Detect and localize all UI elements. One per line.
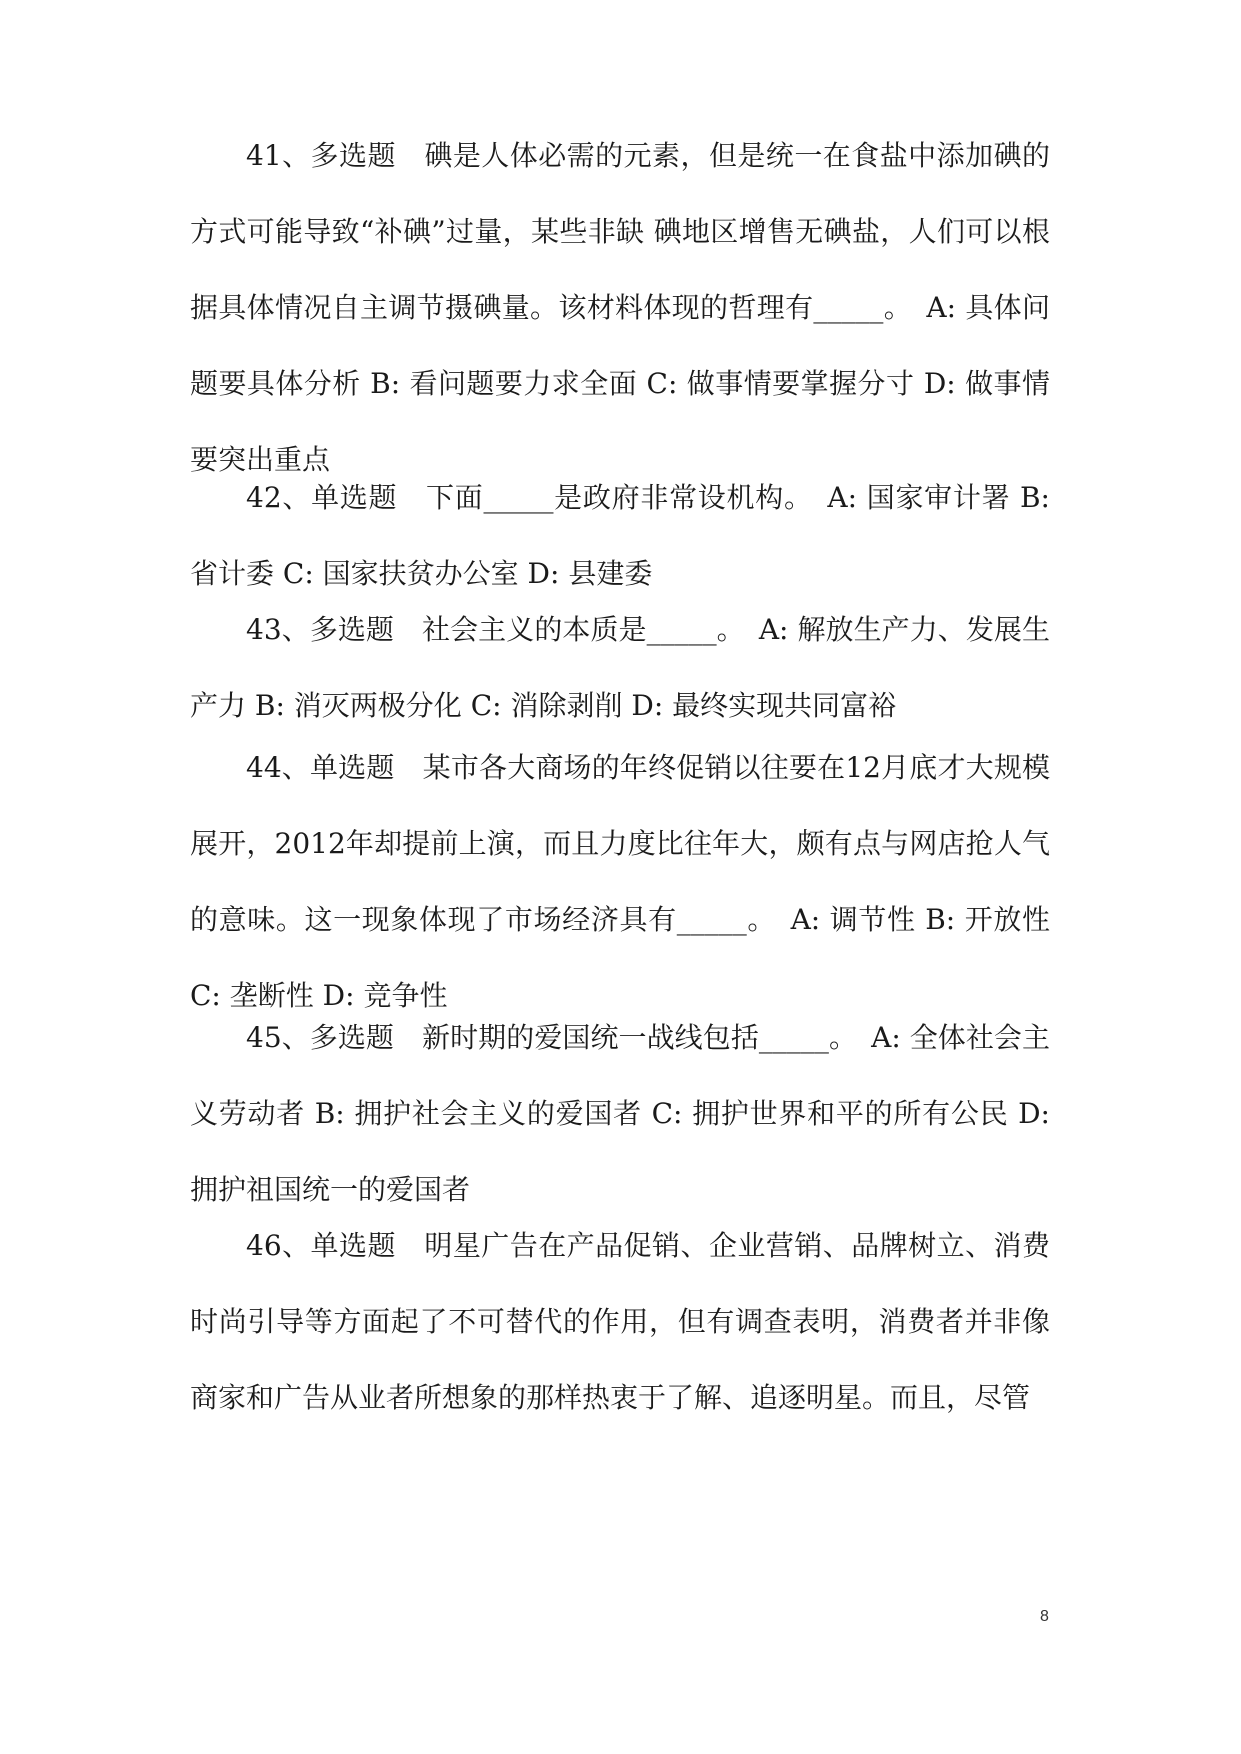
question-46: 46、单选题 明星广告在产品促销、企业营销、品牌树立、消费时尚引导等方面起了不可替代的作用，但有调查表明，消费者并非像商家和广告从业者所想象的那样热衷于了解、追逐明星。而且，尽管 <box>190 1229 1050 1414</box>
page-number: 8 <box>1040 1608 1049 1625</box>
question-43: 43、多选题 社会主义的本质是_____。 A: 解放生产力、发展生产力 B: 消灭两极分化 C: 消除剥削 D: 最终实现共同富裕 <box>190 613 1050 722</box>
question-45: 45、多选题 新时期的爱国统一战线包括_____。 A: 全体社会主义劳动者 B: 拥护社会主义的爱国者 C: 拥护世界和平的所有公民 D: 拥护祖国统一的爱国者 <box>190 1021 1050 1206</box>
question-42: 42、单选题 下面_____是政府非常设机构。 A: 国家审计署 B: 省计委 C: 国家扶贫办公室 D: 县建委 <box>190 481 1050 590</box>
question-41: 41、多选题 碘是人体必需的元素，但是统一在食盐中添加碘的方式可能导致“补碘”过量，某些非缺 碘地区增售无碘盐，人们可以根据具体情况自主调节摄碘量。该材料体现的哲理有_____。 A: 具体问题要具体分析 B: 看问题要力求全面 C: 做事情要掌握分寸 D: 做事情要突出重点 <box>190 139 1050 476</box>
question-44: 44、单选题 某市各大商场的年终促销以往要在12月底才大规模展开，2012年却提前上演，而且力度比往年大，颇有点与网店抢人气的意味。这一现象体现了市场经济具有_____。 A: 调节性 B: 开放性 C: 垄断性 D: 竞争性 <box>190 751 1050 1012</box>
